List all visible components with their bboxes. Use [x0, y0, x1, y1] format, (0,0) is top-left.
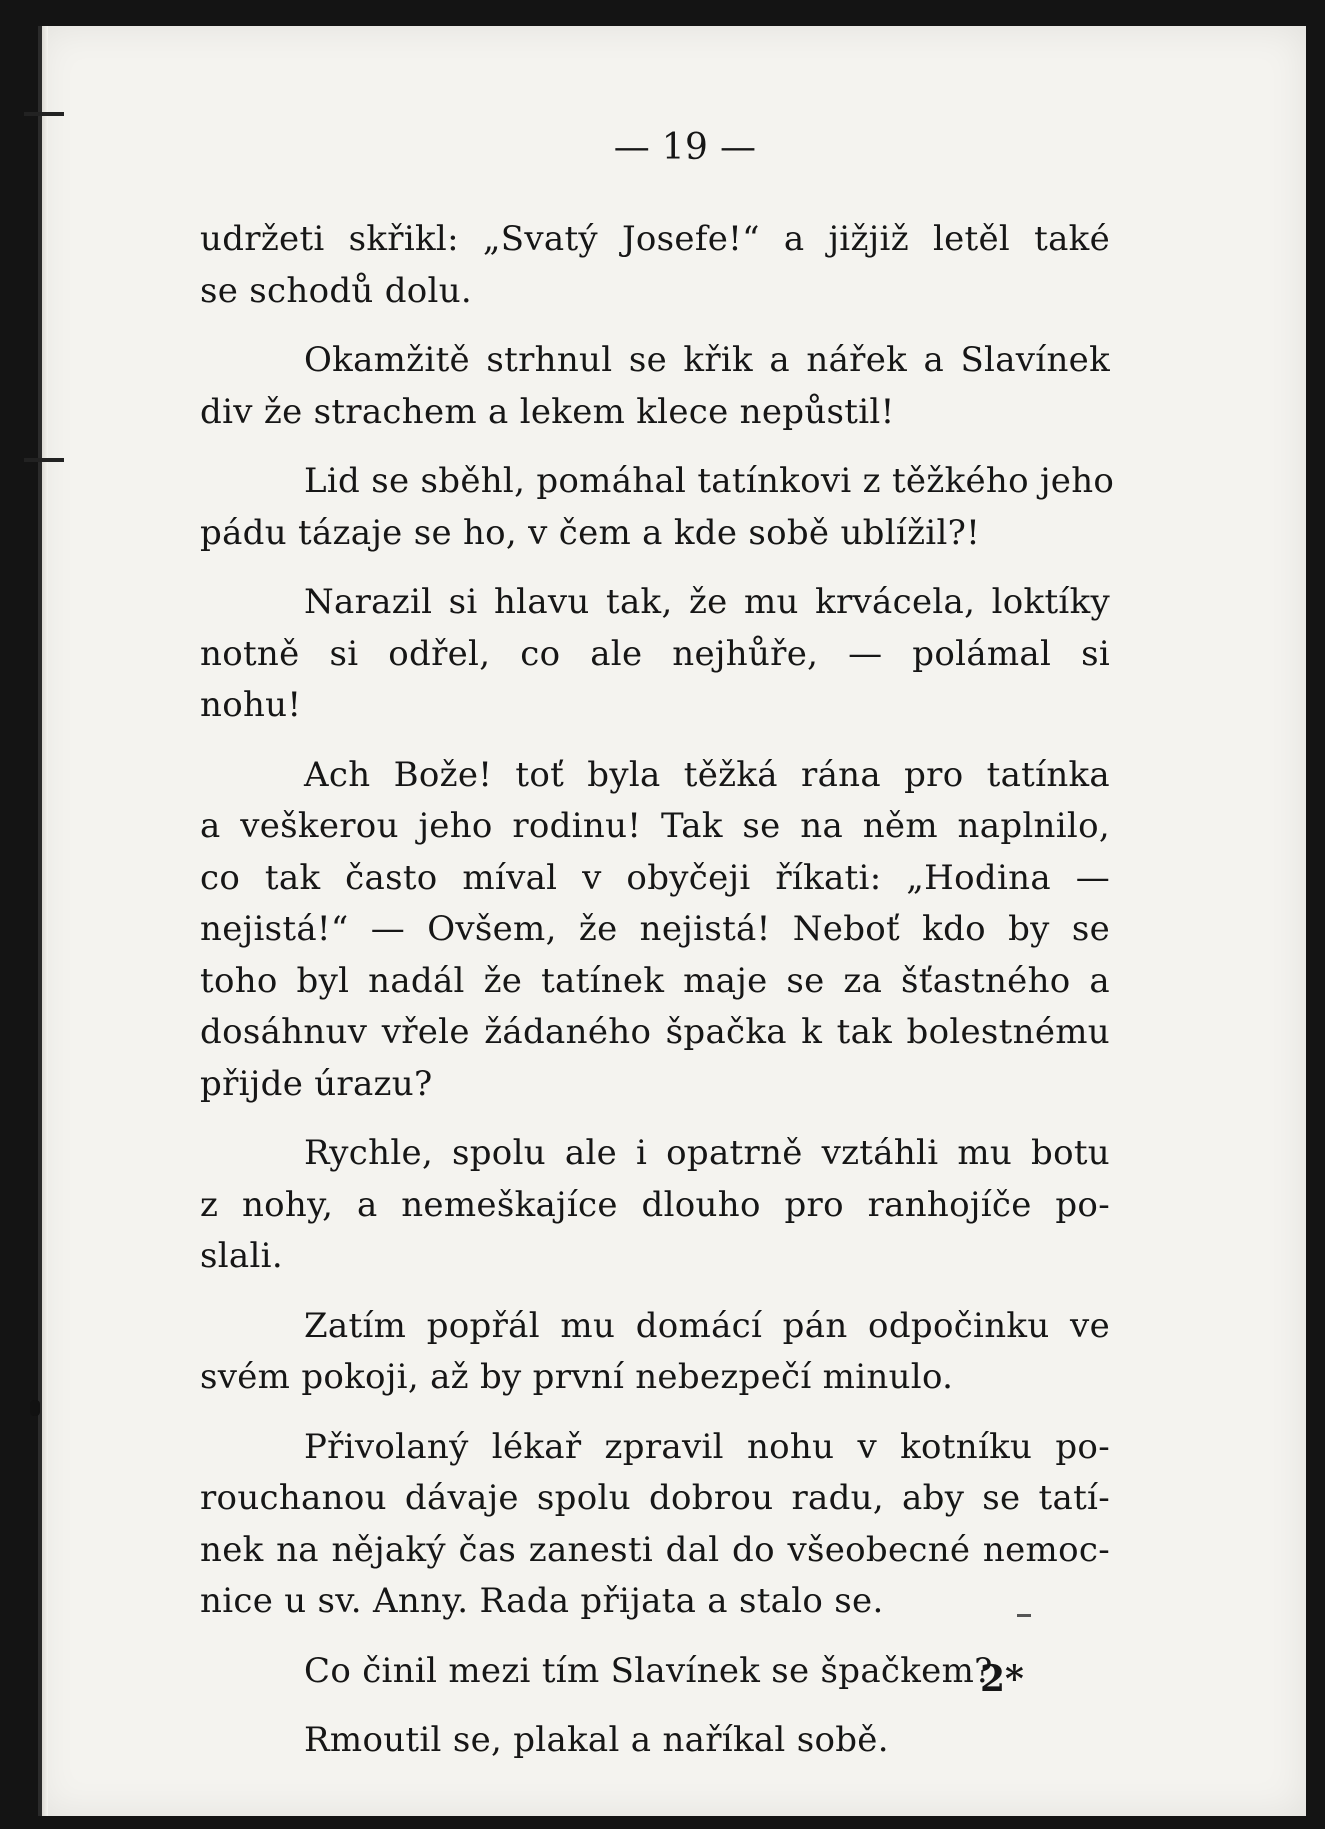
ink-smudge — [1017, 1614, 1031, 1617]
text-line: nice u sv. Anny. Rada přijata a stalo se. — [200, 1581, 884, 1621]
paragraph — [200, 335, 1110, 438]
text-line: slali. — [200, 1236, 283, 1276]
page-text — [200, 118, 1115, 1785]
text-line: Lid se sběhl, pomáhal tatínkovi z těžkého jeho — [304, 461, 1115, 501]
text-line: Rmoutil se, plakal a naříkal sobě. — [304, 1720, 889, 1760]
text-line: udržeti skřikl: „Svatý Josefe!“ a jižjiž letěl také — [200, 219, 1110, 259]
text-line: co tak často míval v obyčeji říkati: „Hodina — — [200, 857, 1110, 898]
text-line: div že strachem a lekem klece nepůstil! — [200, 391, 895, 432]
paragraph — [200, 1646, 1110, 1698]
paragraph — [200, 456, 1115, 559]
text-line: toho byl nadál že tatínek maje se za šťastného a — [200, 960, 1110, 1001]
paragraph-list — [200, 214, 1115, 1767]
paragraph — [200, 1301, 1110, 1404]
text-line: Rychle, spolu ale i opatrně vztáhli mu botu — [304, 1133, 1110, 1173]
text-line: notně si odřel, co ale nejhůře, — polámal si — [200, 633, 1110, 674]
binding-dot — [30, 1400, 40, 1416]
text-line: nejistá!“ — Ovšem, že nejistá! Neboť kdo by se — [200, 909, 1110, 949]
text-line: nohu! — [200, 685, 302, 725]
binding-mark-middle — [24, 458, 64, 462]
text-line: Narazil si hlavu tak, že mu krvácela, loktíky — [304, 582, 1110, 622]
binding-mark-top — [24, 112, 64, 116]
text-line: dosáhnuv vřele žádaného špačka k tak bolestnému — [200, 1012, 1110, 1052]
text-line: nek na nějaký čas zanesti dal do všeobecné nemoc- — [200, 1529, 1110, 1570]
paragraph — [200, 577, 1110, 732]
text-line: rouchanou dávaje spolu dobrou radu, aby se tatí- — [200, 1478, 1110, 1518]
paragraph — [200, 750, 1110, 1111]
text-line: pádu tázaje se ho, v čem a kde sobě ublížil?! — [200, 512, 981, 553]
text-line: Ach Bože! toť byla těžká rána pro tatínka — [304, 754, 1110, 795]
paragraph — [200, 1128, 1110, 1283]
text-line: Přivolaný lékař zpravil nohu v kotníku po- — [304, 1426, 1110, 1467]
paragraph — [200, 214, 1110, 317]
page-binding-edge — [38, 26, 48, 1816]
paragraph — [200, 1422, 1110, 1628]
text-line: a veškerou jeho rodinu! Tak se na něm naplnilo, — [200, 806, 1110, 846]
signature-mark: 2* — [980, 1658, 1024, 1700]
text-line: svém pokoji, až by první nebezpečí minulo. — [200, 1357, 954, 1397]
text-line: Okamžitě strhnul se křik a nářek a Slavínek — [304, 340, 1110, 380]
text-line: Co činil mezi tím Slavínek se špačkem? — [304, 1650, 993, 1691]
paragraph — [200, 1715, 1110, 1767]
text-line: se schodů dolu. — [200, 270, 473, 311]
page-number: — 19 — — [613, 127, 757, 168]
text-line: přijde úrazu? — [200, 1063, 433, 1104]
text-line: z nohy, a nemeškajíce dlouho pro ranhojíče po- — [200, 1184, 1110, 1225]
text-line: Zatím popřál mu domácí pán odpočinku ve — [304, 1305, 1110, 1346]
